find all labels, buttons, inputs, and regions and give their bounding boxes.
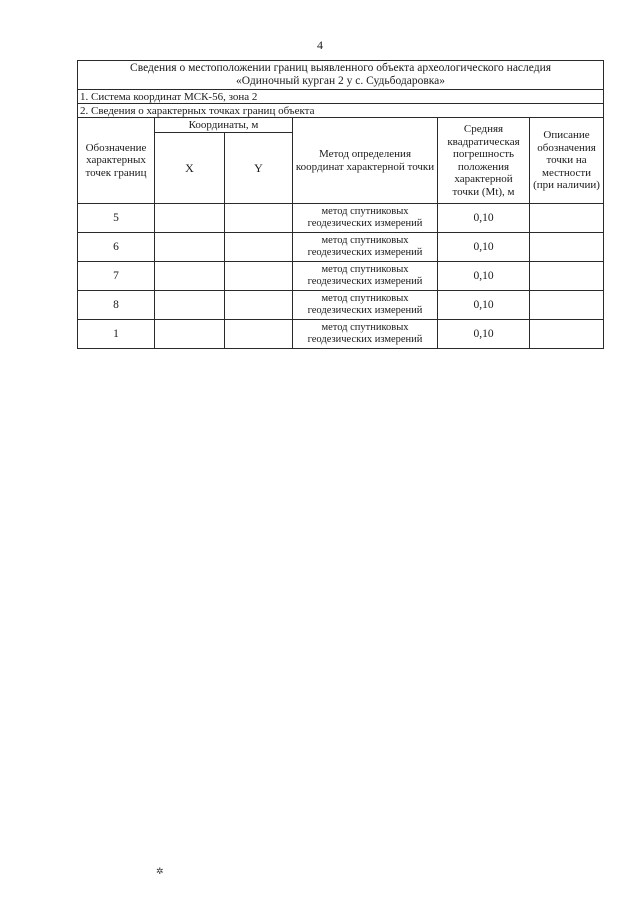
cell-error: 0,10 [438, 262, 530, 291]
cell-x [155, 262, 225, 291]
table-row [78, 233, 604, 262]
cell-description [530, 233, 604, 262]
table-row [78, 262, 604, 291]
table-title [78, 61, 604, 90]
header-y: Y [225, 133, 293, 204]
cell-y [225, 291, 293, 320]
cell-error: 0,10 [438, 233, 530, 262]
coordinate-system-section: 1. Система координат МСК-56, зона 2 [78, 90, 604, 104]
cell-method: метод спутниковых геодезических измерений [293, 233, 438, 262]
cell-point: 5 [78, 204, 155, 233]
cell-description [530, 320, 604, 349]
cell-point: 7 [78, 262, 155, 291]
cell-y [225, 262, 293, 291]
cell-description [530, 291, 604, 320]
cell-x [155, 204, 225, 233]
page-number: 4 [317, 38, 323, 52]
cell-error: 0,10 [438, 204, 530, 233]
table-row [78, 204, 604, 233]
header-method: Метод определения координат характерной точки [293, 118, 438, 204]
table-title-line1: Сведения о местоположении границ выявленного объекта археологического наследия [130, 62, 552, 74]
header-coordinates: Координаты, м [155, 118, 293, 133]
header-error: Средняя квадратическая погрешность положения характерной точки (Mt), м [438, 118, 530, 204]
cell-point: 8 [78, 291, 155, 320]
cell-y [225, 204, 293, 233]
cell-point: 1 [78, 320, 155, 349]
cell-error: 0,10 [438, 291, 530, 320]
cell-point: 6 [78, 233, 155, 262]
table-row [78, 291, 604, 320]
header-description: Описание обозначения точки на местности (при наличии) [530, 118, 604, 204]
scan-mark: ✲ [156, 866, 164, 876]
boundary-points-table [77, 60, 604, 349]
cell-error: 0,10 [438, 320, 530, 349]
header-point-designation: Обозначение характерных точек границ [78, 118, 155, 204]
table-row [78, 320, 604, 349]
cell-description [530, 204, 604, 233]
cell-y [225, 320, 293, 349]
cell-method: метод спутниковых геодезических измерений [293, 320, 438, 349]
cell-method: метод спутниковых геодезических измерений [293, 291, 438, 320]
cell-x [155, 320, 225, 349]
table-title-line2: «Одиночный курган 2 у с. Судьбодаровка» [236, 75, 446, 87]
points-info-section: 2. Сведения о характерных точках границ объекта [78, 104, 604, 118]
cell-x [155, 291, 225, 320]
cell-method: метод спутниковых геодезических измерений [293, 262, 438, 291]
header-x: X [155, 133, 225, 204]
cell-method: метод спутниковых геодезических измерений [293, 204, 438, 233]
cell-description [530, 262, 604, 291]
cell-y [225, 233, 293, 262]
cell-x [155, 233, 225, 262]
